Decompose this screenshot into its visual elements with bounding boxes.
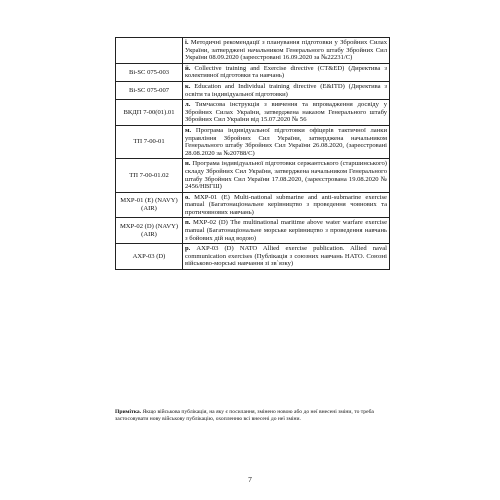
reference-description-cell — [183, 63, 390, 81]
reference-description-cell — [183, 81, 390, 99]
table-row — [116, 100, 390, 126]
item-text: MXP-01 (E) Multi-national submarine and anti-submarine exercise manual (Багатонаціональне керівництво з проведення човнових та протичовнових навчань) — [185, 193, 387, 216]
reference-code-cell: Bi-SC 075-007 — [116, 81, 183, 99]
note-paragraph — [115, 409, 390, 423]
item-text: Education and Individual training directive (E&ITD) (Директива з освіти та індивідуальної підготовки) — [185, 82, 387, 98]
item-text: Програма індивідуальної підготовки офіцерів тактичної ланки управління Збройних Сил України, затверджена начальником Генерального штабу Збройних Сил України 26.08.2020, (зареєстровані 28.08.2020 за №20788/С) — [185, 126, 387, 157]
item-letter: п. — [185, 219, 191, 227]
item-text: Тимчасова інструкція з вивчення та впровадження досвіду у Збройних Силах України, затверджена наказом Генерального штабу Збройних Сил України від 15.07.2020 № 56 — [185, 101, 387, 124]
references-table-body — [116, 38, 390, 270]
note-text: Якщо військова публікація, на яку є посилання, змінено новою або до неї внесені зміни, то треба застосовувати нову військову публікацію, охопленню всі внесені до неї зміни. — [115, 409, 374, 422]
reference-code-cell: ВКДП 7-00(01).01 — [116, 100, 183, 126]
item-letter: к. — [185, 82, 191, 90]
table-row — [116, 125, 390, 158]
reference-description-cell — [183, 159, 390, 192]
reference-description-cell — [183, 100, 390, 126]
table-row — [116, 159, 390, 192]
table-row — [116, 63, 390, 81]
reference-description-cell — [183, 244, 390, 270]
reference-description-cell — [183, 38, 390, 64]
table-row — [116, 81, 390, 99]
page-number: 7 — [248, 475, 252, 484]
item-letter: р. — [185, 245, 191, 253]
reference-code-cell: AXP-03 (D) — [116, 244, 183, 270]
table-row — [116, 192, 390, 218]
item-text: AXP-03 (D) NATO Allied exercise publication. Allied naval communication exercises (Публікація з союзних навчань НАТО. Союзні військово-морські навчання зі зв`язку) — [185, 245, 388, 268]
item-letter: л. — [185, 101, 191, 109]
item-text: Collective training and Exercise directive (CT&ED) (Директива з колективної підготовки та навчань) — [185, 64, 387, 80]
table-row — [116, 244, 390, 270]
table-row — [116, 38, 390, 64]
item-letter: м. — [185, 126, 192, 134]
reference-code-cell: ТП 7-00-01 — [116, 125, 183, 158]
reference-code-cell: ТП 7-00-01.02 — [116, 159, 183, 192]
item-letter: й. — [185, 64, 191, 72]
reference-code-cell: MXP-01 (E) (NAVY) (AIR) — [116, 192, 183, 218]
reference-code-cell: Bi-SC 075-003 — [116, 63, 183, 81]
item-letter: н. — [185, 160, 191, 168]
item-letter: i. — [185, 39, 189, 46]
item-text: Методичні рекомендації з планування підготовки у Збройних Силах України, затверджені начальником Генерального штабу Збройних Сил України 08.09.2020 (зареєстровані 16.09.2020 за №22231/С) — [185, 39, 387, 62]
references-table — [115, 37, 390, 270]
reference-description-cell — [183, 125, 390, 158]
item-letter: о. — [185, 193, 190, 201]
note-label: Примітка. — [115, 409, 142, 415]
reference-code-cell — [116, 38, 183, 64]
reference-code-cell: MXP-02 (D) (NAVY) (AIR) — [116, 218, 183, 244]
reference-description-cell — [183, 218, 390, 244]
item-text: Програма індивідуальної підготовки сержантського (старшинського) складу Збройних Сил України, затверджена начальником Генерального штабу Збройних Сил України 17.08.2020, (зареєстрована 19.08.2020 № 2456/НВГШ) — [185, 160, 387, 191]
reference-description-cell — [183, 192, 390, 218]
table-row — [116, 218, 390, 244]
item-text: MXP-02 (D) The multinational maritime above water warfare exercise manual (Багатонаціональне морське керівництво з проведення навчань з бойових дій над водою) — [185, 219, 387, 242]
